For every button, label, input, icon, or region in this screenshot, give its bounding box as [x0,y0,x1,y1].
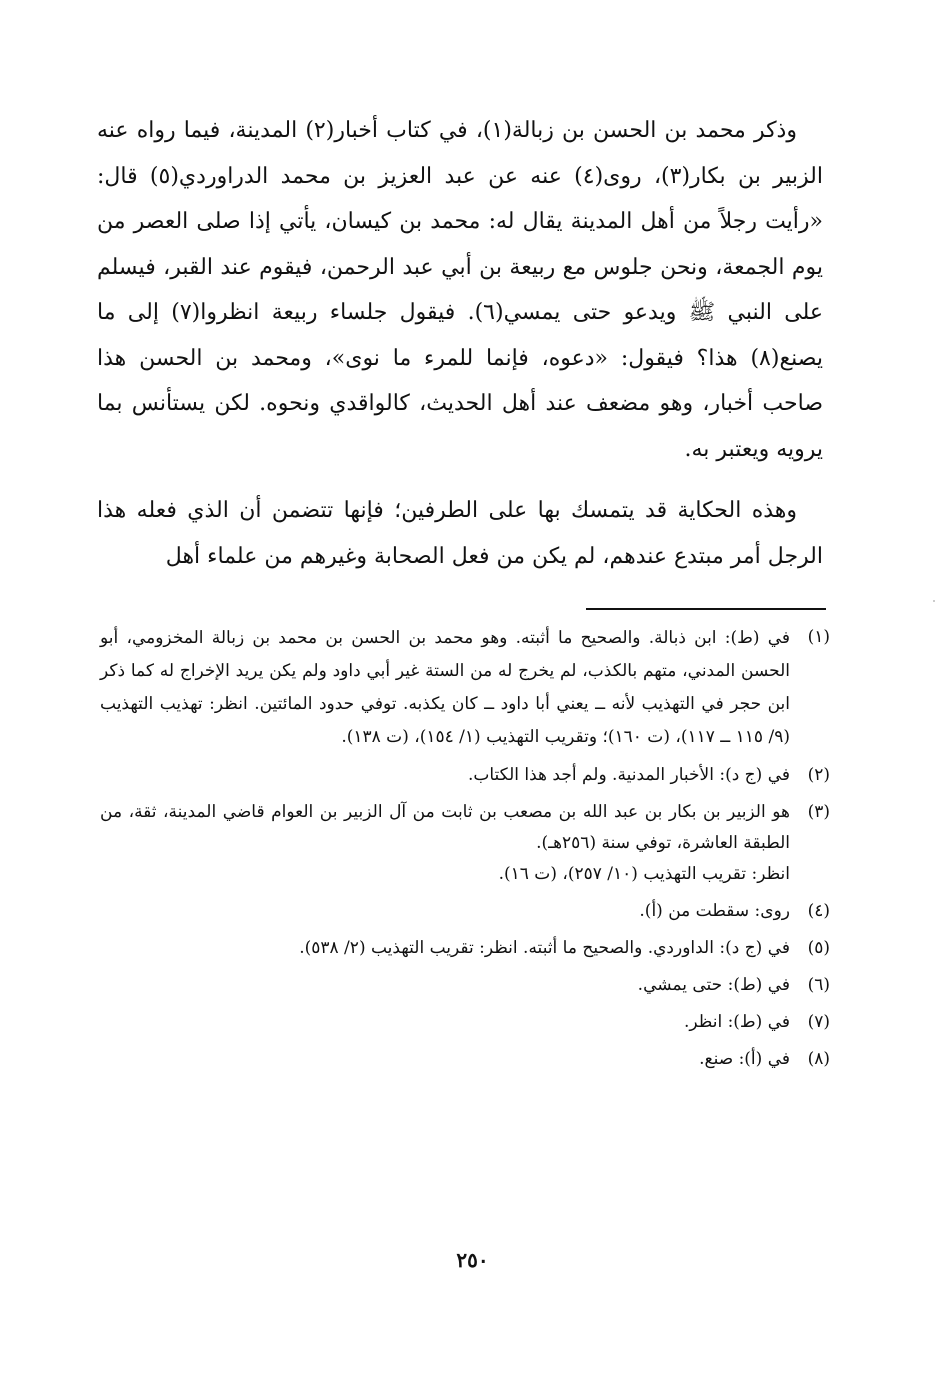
footnote-text [100,1007,790,1038]
footnote-5 [100,933,830,964]
scan-speck [933,600,935,602]
footnote-number: (٦) [807,975,830,995]
footnote-6 [100,970,830,1001]
footnote-text [100,933,790,964]
footnote-separator [586,608,826,610]
footnote-1 [100,622,830,754]
footnote-line: في (ج د): الداوردي. والصحيح ما أثبته. انظر: تقريب التهذيب (٢/ ٥٣٨). [299,938,790,958]
footnote-line: روى: سقطت من (أ). [639,901,790,921]
footnote-text [100,760,790,791]
footnote-number: (٥) [807,938,830,958]
footnote-text [100,970,790,1001]
footnote-line: في (ط): ابن ذبالة. والصحيح ما أثبته. وهو محمد بن الحسن بن محمد بن زبالة المخزومي، أبو الحسن المدني، متهم بالكذب، لم يخرج له من الستة غير أبي داود ولم يكن يريد الإخراج له كما ذكر ابن حجر في التهذيب لأنه ــ يعني أبا داود ــ كان يكذبه. توفي حدود المائتين. انظر: تهذيب التهذيب (٩/ ١١٥ ــ ١١٧)، (ت ١٦٠)؛ وتقريب التهذيب (١/ ١٥٤)، (ت ١٣٨). [100,628,790,747]
body-paragraph: وذكر محمد بن الحسن بن زبالة(١)، في كتاب أخبار(٢) المدينة، فيما رواه عنه الزبير بن بكار(٣)، روى(٤) عنه عن عبد العزيز بن محمد الدراوردي(٥) قال: «رأيت رجلاً من أهل المدينة يقال له: محمد بن كيسان، يأتي إذا صلى العصر من يوم الجمعة، ونحن جلوس مع ربيعة بن أبي عبد الرحمن، فيقوم عند القبر، فيسلم على النبي ﷺ ويدعو حتى يمسي(٦). فيقول جلساء ربيعة انظروا(٧) إلى ما يصنع(٨) هذا؟ فيقول: «دعوه، فإنما للمرء ما نوى»، ومحمد بن الحسن هذا صاحب أخبار، وهو مضعف عند أهل الحديث، كالواقدي ونحوه. لكن يستأنس بما يرويه ويعتبر به. [97,118,824,462]
footnote-number: (٢) [807,765,830,785]
footnote-text [100,896,790,927]
footnote-line: في (ط): انظر. [683,1012,790,1032]
footnote-line: هو الزبير بن بكار بن عبد الله بن مصعب بن ثابت من آل الزبير بن العوام قاضي المدينة، ثقة، من الطبقة العاشرة، توفي سنة (٢٥٦هـ). [100,802,790,853]
footnote-3 [100,797,830,890]
footnote-4 [100,896,830,927]
footnote-text [100,797,790,890]
footnote-8 [100,1044,830,1075]
footnote-number: (٤) [807,901,830,921]
body-paragraph: وهذه الحكاية قد يتمسك بها على الطرفين؛ فإنها تتضمن أن الذي فعله هذا الرجل أمر مبتدع عندهم، لم يكن من فعل الصحابة وغيرهم من علماء أهل [97,498,823,569]
footnote-7 [100,1007,830,1038]
main-text [97,108,823,579]
footnote-line: في (أ): صنع. [699,1049,790,1069]
footnote-number: (١) [807,627,830,647]
footnote-text [100,622,790,754]
footnote-number: (٧) [807,1012,830,1032]
footnotes [100,622,830,1075]
footnote-text [100,1044,790,1075]
footnote-number: (٨) [807,1049,830,1069]
page-number: ٢٥٠ [456,1248,489,1272]
footnote-line: في (ج د): الأخبار المدنية. ولم أجد هذا الكتاب. [467,765,790,785]
footnote-line: في (ط): حتى يمشي. [637,975,790,995]
footnote-line: انظر: تقريب التهذيب (١٠/ ٢٥٧)، (ت ١٦). [498,864,790,884]
footnote-2 [100,760,830,791]
footnote-number: (٣) [807,802,830,822]
